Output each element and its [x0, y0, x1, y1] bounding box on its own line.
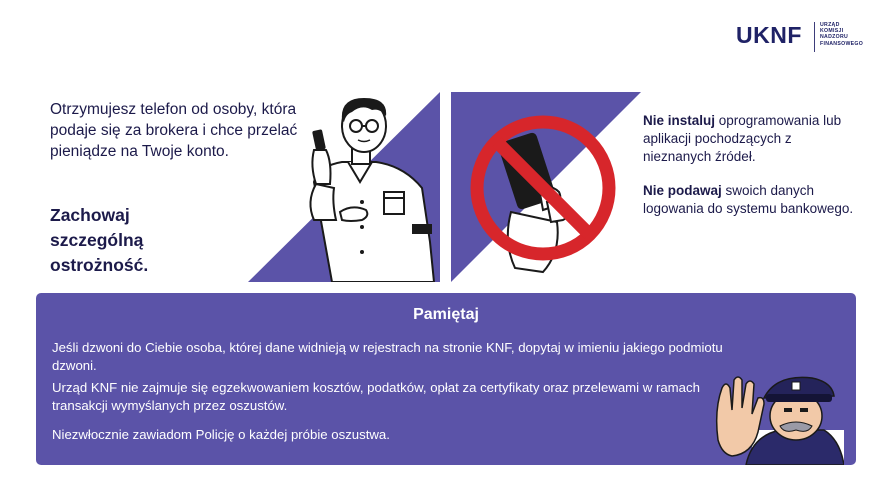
logo-subtitle-line: FINANSOWEGO — [820, 40, 864, 47]
logo-subtitle-line: KOMISJI — [820, 28, 844, 35]
logo-subtitle-line: URZĄD — [820, 22, 840, 28]
tip-item — [643, 182, 863, 218]
reminder-paragraph: Jeśli dzwoni do Ciebie osoba, której dane widnieją w rejestrach na stronie KNF, dopytaj w imieniu jakiego podmiotu dzwoni. — [52, 340, 723, 373]
logo-subtitle-line: NADZORU — [820, 34, 849, 41]
reminder-paragraph: Urząd KNF nie zajmuje się egzekwowaniem kosztów, podatków, opłat za certyfikaty oraz przelewami w ramach transakcji wymyślanych przez oszustów. — [52, 380, 700, 413]
logo-subtitle — [820, 22, 863, 47]
reminder-paragraph: Niezwłocznie zawiadom Policję o każdej próbie oszustwa. — [52, 427, 390, 442]
logo-brand: UKNF — [736, 22, 802, 48]
uknf-logo — [736, 20, 866, 58]
logo-divider — [814, 22, 815, 52]
tip-bold: Nie podawaj — [643, 183, 722, 198]
warning-heading: Zachowaj szczególną ostrożność. — [50, 205, 149, 275]
reminder-title: Pamiętaj — [413, 306, 479, 323]
tips-list — [643, 112, 863, 234]
tip-item — [643, 112, 863, 166]
tip-text: oprogramowania lub aplikacji pochodzących z nieznanych źródeł. — [643, 113, 842, 164]
broker-illustration — [244, 92, 440, 282]
phone-prohibited-icon — [451, 92, 641, 282]
intro-text: Otrzymujesz telefon od osoby, która podaje się za brokera i chce przelać pieniądze na Twoje konto. — [50, 101, 298, 160]
tip-bold: Nie instaluj — [643, 113, 716, 128]
police-officer-illustration — [712, 370, 844, 465]
tip-text: swoich danych logowania do systemu bankowego. — [643, 183, 854, 216]
